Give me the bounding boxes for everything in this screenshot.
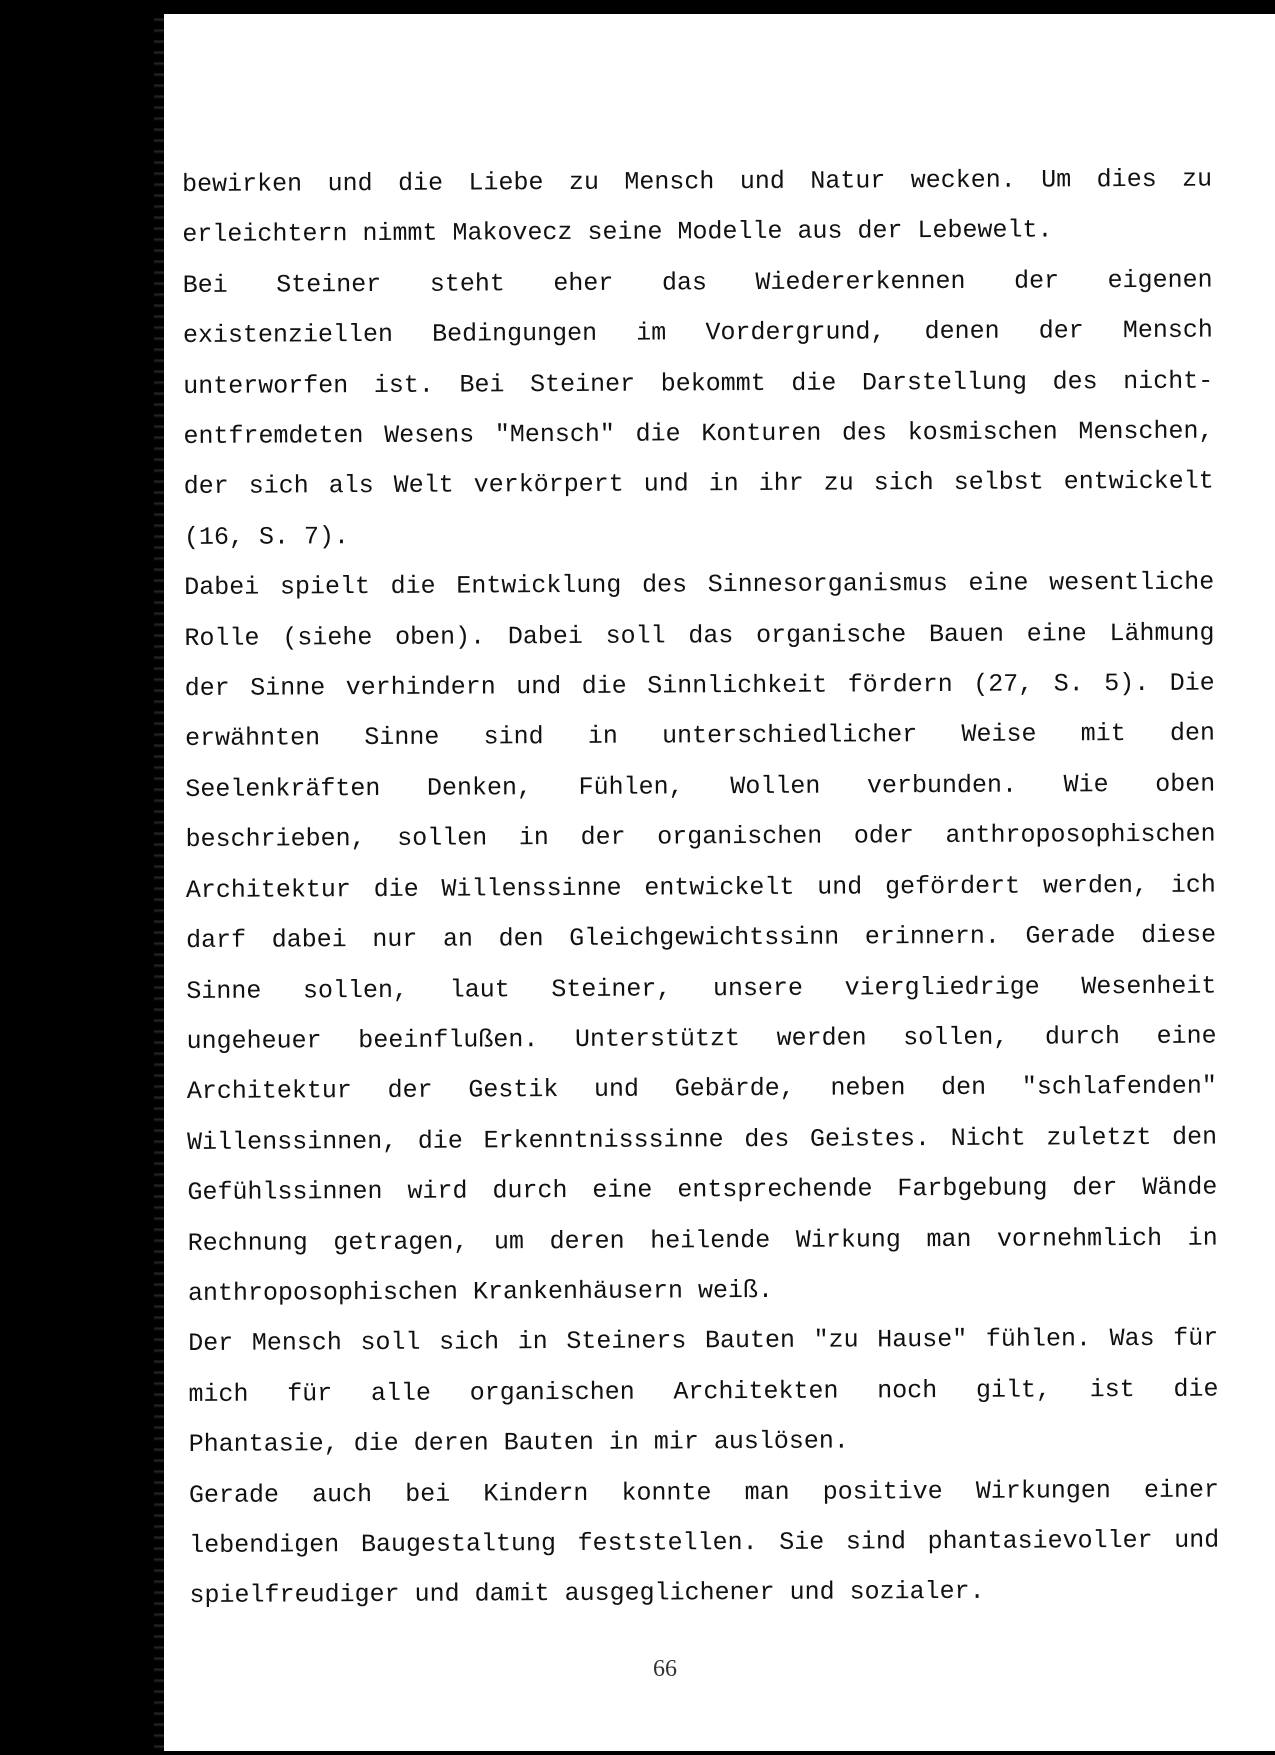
scan-shadow-bottom (0, 1751, 1275, 1755)
text-line: Architektur der Gestik und Gebärde, neben den "schlafenden" (186, 1071, 1217, 1107)
text-line: Rechnung getragen, um deren heilende Wirkung man vornehmlich in (187, 1223, 1218, 1258)
text-line: erleichtern nimmt Makovecz seine Modelle aus der Lebewelt. (182, 215, 1053, 250)
text-line: Rolle (siehe oben). Dabei soll das organische Bauen eine Lähmung (184, 618, 1215, 653)
text-line: Phantasie, die deren Bauten in mir auslösen. (188, 1426, 849, 1460)
text-line: Sinne sollen, laut Steiner, unsere viergliedrige Wesenheit (186, 971, 1217, 1006)
text-line: Architektur die Willenssinne entwickelt und gefördert werden, ich (185, 870, 1216, 905)
text-line: Gefühlssinnen wird durch eine entsprechende Farbgebung der Wände (187, 1172, 1218, 1208)
text-line: darf dabei nur an den Gleichgewichtssinn erinnern. Gerade diese (186, 920, 1217, 956)
text-line: unterworfen ist. Bei Steiner bekommt die Darstellung des nicht- (183, 366, 1214, 401)
text-line: spielfreudiger und damit ausgeglichener und sozialer. (189, 1577, 985, 1611)
text-line: der Sinne verhindern und die Sinnlichkeit fördern (27, S. 5). Die (184, 668, 1215, 704)
text-line: Der Mensch soll sich in Steiners Bauten "zu Hause" fühlen. Was für (188, 1323, 1219, 1359)
page-number: 66 (653, 1656, 677, 1682)
text-line: ungeheuer beeinflußen. Unterstützt werden sollen, durch eine (186, 1021, 1217, 1056)
text-line: lebendigen Baugestaltung feststellen. Sie sind phantasievoller und (189, 1525, 1220, 1560)
text-line: Bei Steiner steht eher das Wiedererkennen der eigenen (182, 265, 1213, 300)
text-line: entfremdeten Wesens "Mensch" die Konturen des kosmischen Menschen, (183, 416, 1214, 452)
body-text (182, 155, 1220, 1622)
text-line: Seelenkräften Denken, Fühlen, Wollen verbunden. Wie oben (185, 769, 1216, 804)
text-line: existenziellen Bedingungen im Vordergrund, denen der Mensch (182, 315, 1213, 351)
text-line: (16, S. 7). (183, 521, 350, 552)
text-line: bewirken und die Liebe zu Mensch und Natur wecken. Um dies zu (182, 164, 1213, 199)
text-line: erwähnten Sinne sind in unterschiedlicher Weise mit den (184, 719, 1216, 754)
scan-shadow-top (90, 0, 1275, 14)
text-line: der sich als Welt verkörpert und in ihr zu sich selbst entwickelt (183, 467, 1214, 502)
text-line: anthroposophischen Krankenhäusern weiß. (187, 1275, 774, 1308)
text-line: beschrieben, sollen in der organischen oder anthroposophischen (185, 819, 1216, 855)
text-line: Gerade auch bei Kindern konnte man positive Wirkungen einer (188, 1475, 1220, 1510)
scan-shadow-left (0, 0, 158, 1755)
text-line: Dabei spielt die Entwicklung des Sinnesorganismus eine wesentliche (184, 567, 1215, 603)
text-line: mich für alle organischen Architekten noch gilt, ist die (188, 1374, 1219, 1409)
text-line: Willenssinnen, die Erkenntnisssinne des Geistes. Nicht zuletzt den (187, 1122, 1218, 1157)
